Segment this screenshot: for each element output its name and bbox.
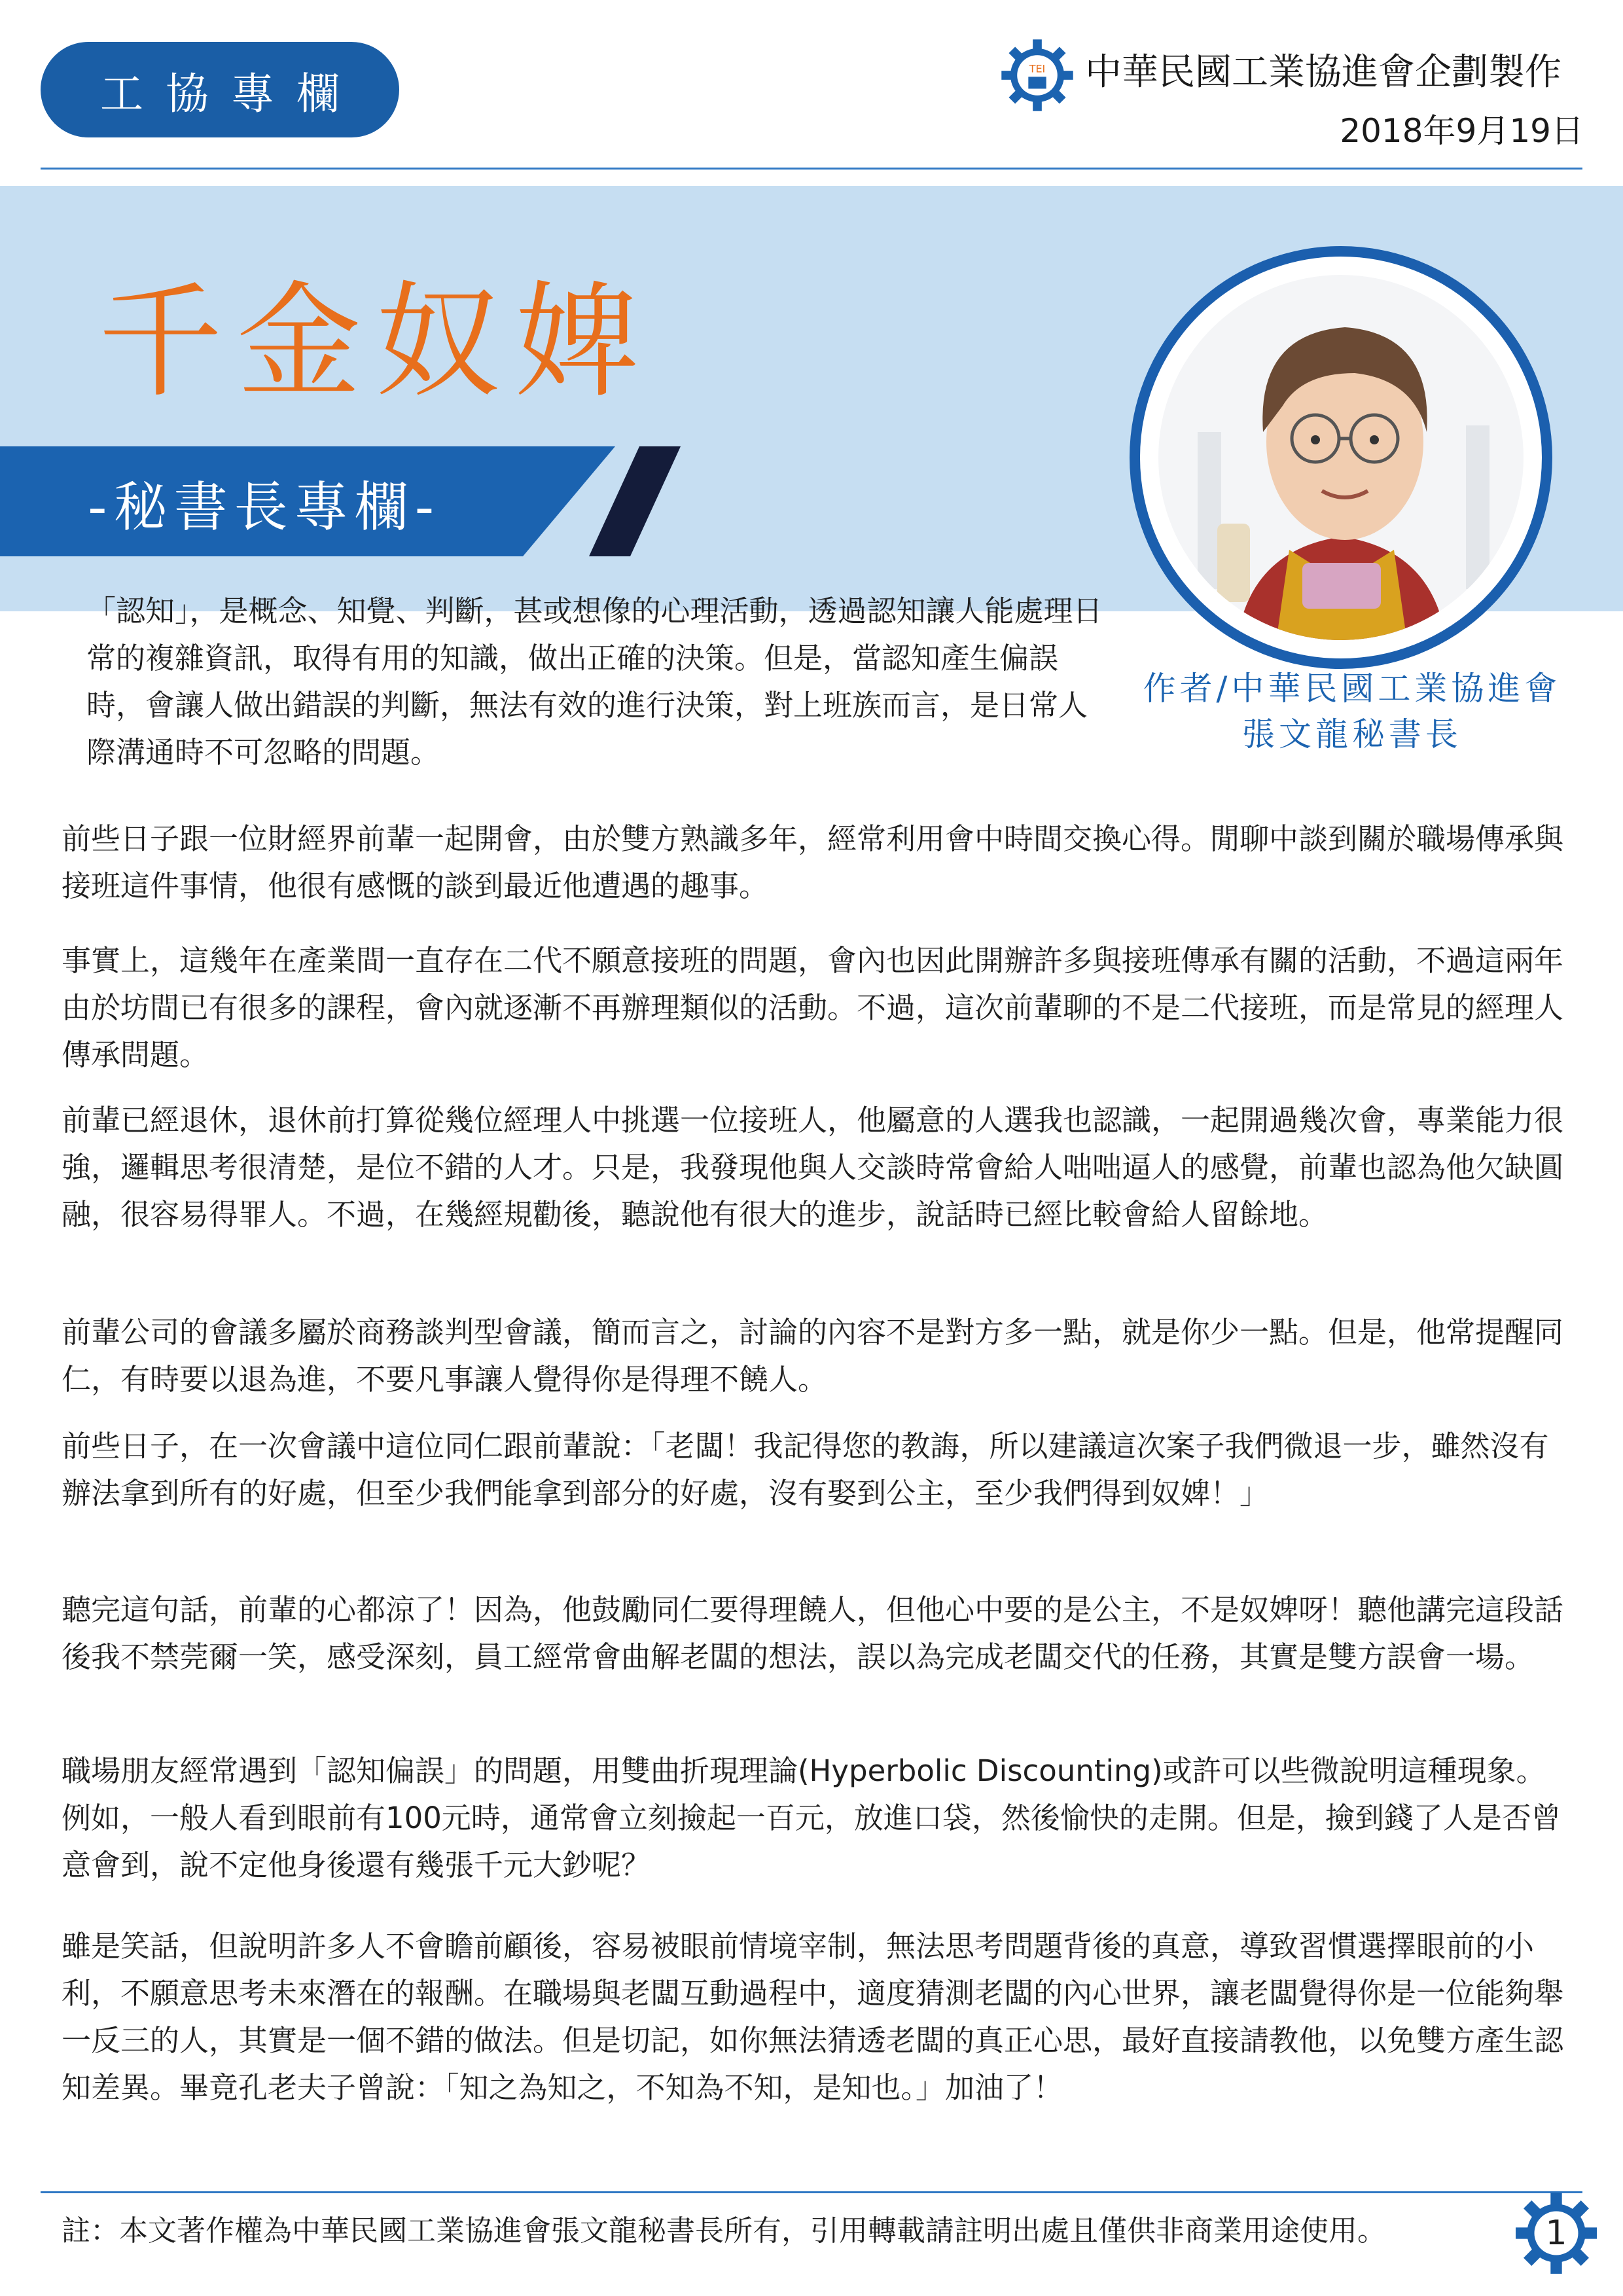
logo-text: TEI bbox=[1029, 62, 1046, 75]
paragraph: 雖是笑話，但說明許多人不會瞻前顧後，容易被眼前情境宰制，無法思考問題背後的真意，導致習慣選擇眼前的小利，不願意思考未來潛在的報酬。在職場與老闆互動過程中，適度猜測老闆的內心世界，讓老闆覺得你是一位能夠舉一反三的人，其實是一個不錯的做法。但是切記，如你無法猜透老闆的真正心思，最好直接請教他，以免雙方產生認知差異。畢竟孔老夫子曾說：「知之為知之，不知為不知，是知也。」加油了！ bbox=[62, 1929, 1564, 2105]
article-subtitle: -秘書長專欄- bbox=[88, 476, 441, 539]
paragraph: 前輩公司的會議多屬於商務談判型會議，簡而言之，討論的內容不是對方多一點，就是你少一點。但是，他常提醒同仁，有時要以退為進，不要凡事讓人覺得你是得理不饒人。 bbox=[62, 1315, 1564, 1397]
author-name: 張文龍秘書長 bbox=[1242, 715, 1462, 753]
gear-logo-icon bbox=[1000, 38, 1075, 113]
article-title: 千金奴婢 bbox=[98, 270, 654, 414]
paragraph: 前些日子，在一次會議中這位同仁跟前輩說：「老闆！我記得您的教誨，所以建議這次案子我們微退一步，雖然沒有辦法拿到所有的好處，但至少我們能拿到部分的好處，沒有娶到公主，至少我們得到奴婢！」 bbox=[62, 1429, 1549, 1511]
footer-divider bbox=[41, 2191, 1582, 2193]
copyright-note: 註：本文著作權為中華民國工業協進會張文龍秘書長所有，引用轉載請註明出處且僅供非商業用途使用。 bbox=[62, 2214, 1386, 2248]
paragraph: 事實上，這幾年在產業間一直存在二代不願意接班的問題，會內也因此開辦許多與接班傳承有關的活動，不過這兩年由於坊間已有很多的課程，會內就逐漸不再辦理類似的活動。不過，這次前輩聊的不是二代接班，而是常見的經理人傳承問題。 bbox=[62, 943, 1564, 1072]
author-caricature-portrait bbox=[1158, 275, 1524, 640]
header-divider bbox=[41, 168, 1582, 170]
paragraph: 前些日子跟一位財經界前輩一起開會，由於雙方熟識多年，經常利用會中時間交換心得。閒聊中談到關於職場傳承與接班這件事情，他很有感慨的談到最近他遭遇的趣事。 bbox=[62, 821, 1564, 903]
paragraph: 「認知」，是概念、知覺、判斷，甚或想像的心理活動，透過認知讓人能處理日常的複雜資訊，取得有用的知識，做出正確的決策。但是，當認知產生偏誤時，會讓人做出錯誤的判斷，無法有效的進行決策，對上班族而言，是日常人際溝通時不可忽略的問題。 bbox=[86, 594, 1103, 770]
org-name: 中華民國工業協進會企劃製作 bbox=[1085, 51, 1561, 94]
column-badge: 工協專欄 bbox=[41, 42, 399, 137]
publish-date: 2018年9月19日 bbox=[1340, 112, 1584, 150]
page-number: 1 bbox=[1545, 2214, 1567, 2253]
paragraph: 聽完這句話，前輩的心都涼了！因為，他鼓勵同仁要得理饒人，但他心中要的是公主，不是奴婢呀！聽他講完這段話後我不禁莞爾一笑，感受深刻，員工經常會曲解老闆的想法，誤以為完成老闆交代的任務，其實是雙方誤會一場。 bbox=[62, 1592, 1564, 1674]
paragraph: 職場朋友經常遇到「認知偏誤」的問題，用雙曲折現理論(Hyperbolic Discounting)或許可以些微說明這種現象。例如，一般人看到眼前有100元時，通常會立刻撿起一百元，放進口袋，然後愉快的走開。但是，撿到錢了人是否曾意會到，說不定他身後還有幾張千元大鈔呢？ bbox=[62, 1753, 1561, 1882]
author-line: 作者/中華民國工業協進會 bbox=[1143, 670, 1561, 708]
paragraph: 前輩已經退休，退休前打算從幾位經理人中挑選一位接班人，他屬意的人選我也認識，一起開過幾次會，專業能力很強，邏輯思考很清楚，是位不錯的人才。只是，我發現他與人交談時常會給人咄咄逼人的感覺，前輩也認為他欠缺圓融，很容易得罪人。不過，在幾經規勸後，聽說他有很大的進步，說話時已經比較會給人留餘地。 bbox=[62, 1103, 1564, 1232]
